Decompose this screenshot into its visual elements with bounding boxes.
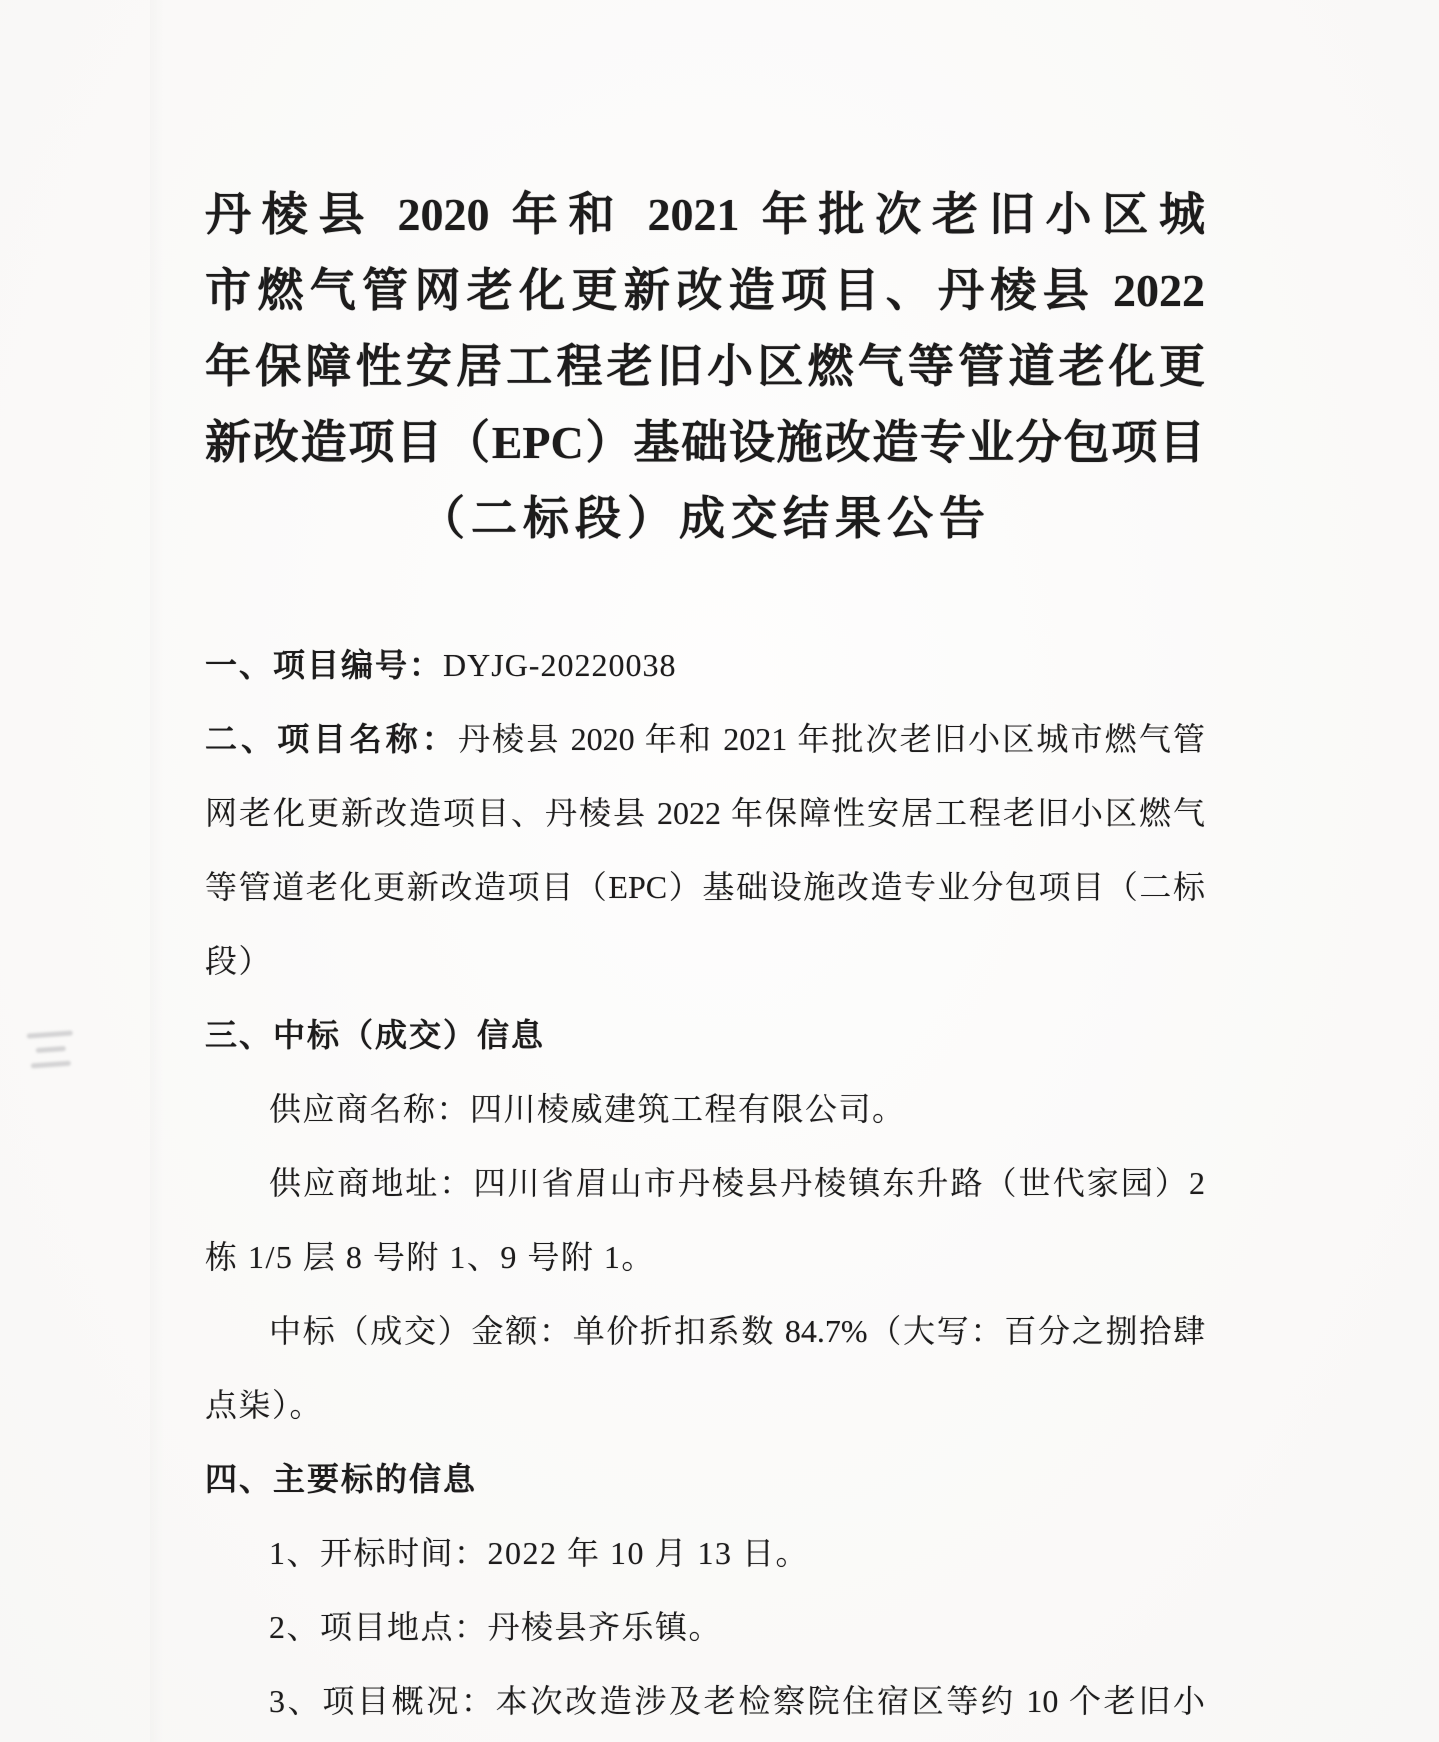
project-location-line: 2、项目地点：丹棱县齐乐镇。 <box>269 1609 723 1645</box>
project-name-line-4: 段） <box>205 943 273 979</box>
announcement-title <box>205 177 1205 557</box>
scan-shading-band <box>150 0 164 1742</box>
project-number-value: DYJG-20220038 <box>443 647 677 683</box>
title-line-4: 新改造项目（EPC）基础设施改造专业分包项目 <box>205 417 1205 468</box>
award-amount-line-2: 点柒）。 <box>205 1387 324 1423</box>
project-number-label: 一、项目编号： <box>205 647 444 683</box>
main-subject-heading: 四、主要标的信息 <box>205 1461 478 1497</box>
title-line-5: （二标段）成交结果公告 <box>419 493 991 544</box>
award-amount-line-1: 中标（成交）金额：单价折扣系数 84.7%（大写：百分之捌拾肆 <box>269 1313 1205 1349</box>
award-info-heading: 三、中标（成交）信息 <box>205 1017 546 1053</box>
title-line-3: 年保障性安居工程老旧小区燃气等管道老化更 <box>205 341 1205 392</box>
project-name-label: 二、项目名称： <box>205 721 459 757</box>
project-name-text-1: 丹棱县 2020 年和 2021 年批次老旧小区城市燃气管 <box>458 721 1205 757</box>
supplier-address-line-1: 供应商地址：四川省眉山市丹棱县丹棱镇东升路（世代家园）2 <box>269 1165 1205 1201</box>
project-number-line <box>205 628 1205 702</box>
project-name-line-2: 网老化更新改造项目、丹棱县 2022 年保障性安居工程老旧小区燃气 <box>205 795 1205 831</box>
title-line-1: 丹棱县 2020 年和 2021 年批次老旧小区城 <box>205 189 1205 240</box>
project-name-line-3: 等管道老化更新改造项目（EPC）基础设施改造专业分包项目（二标 <box>205 869 1205 905</box>
project-name-line-1 <box>205 702 1205 776</box>
bid-opening-time-line: 1、开标时间：2022 年 10 月 13 日。 <box>269 1535 810 1571</box>
supplier-name-line: 供应商名称：四川棱威建筑工程有限公司。 <box>269 1091 906 1127</box>
supplier-address-line-2: 栋 1/5 层 8 号附 1、9 号附 1。 <box>205 1239 655 1275</box>
announcement-body <box>205 628 1205 1738</box>
title-line-2: 市燃气管网老化更新改造项目、丹棱县 2022 <box>205 265 1205 316</box>
scan-smudge-artifact <box>24 1020 78 1083</box>
project-overview-line: 3、项目概况：本次改造涉及老检察院住宿区等约 10 个老旧小 <box>269 1683 1205 1719</box>
